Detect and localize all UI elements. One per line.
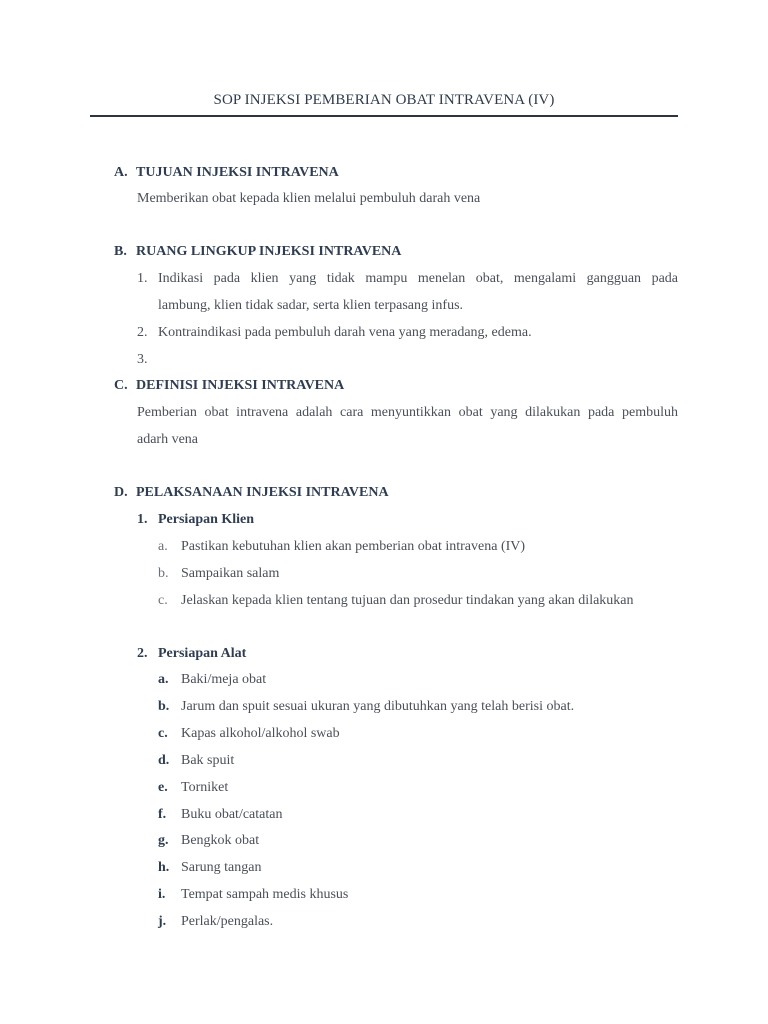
subsection-number: 2.	[137, 646, 148, 661]
item-letter: b.	[158, 699, 170, 714]
list-item	[158, 671, 266, 689]
list-item	[137, 324, 532, 342]
item-number: 1.	[137, 271, 148, 286]
list-item	[158, 779, 228, 797]
list-item	[137, 351, 158, 369]
item-text: Jelaskan kepada klien tentang tujuan dan prosedur tindakan yang akan dilakukan	[181, 593, 634, 608]
item-letter: d.	[158, 753, 170, 768]
section-c-text-continued: adarh vena	[137, 432, 199, 447]
item-letter: c.	[158, 726, 168, 741]
item-letter: i.	[158, 887, 166, 902]
item-text: Baki/meja obat	[181, 672, 267, 687]
item-letter: c.	[158, 593, 168, 608]
list-item	[158, 565, 279, 583]
list-item	[158, 832, 259, 850]
subsection-heading	[137, 645, 246, 663]
item-text: Perlak/pengalas.	[181, 914, 274, 929]
item-text: Kontraindikasi pada pembuluh darah vena yang meradang, edema.	[158, 325, 532, 340]
section-d-heading	[114, 484, 389, 502]
section-title: DEFINISI INJEKSI INTRAVENA	[136, 378, 345, 393]
item-letter: f.	[158, 807, 167, 822]
section-a-heading	[114, 164, 339, 182]
item-text: Indikasi pada klien yang tidak mampu menelan obat, mengalami gangguan pada	[158, 271, 678, 286]
section-letter: B.	[114, 244, 127, 259]
item-letter: h.	[158, 860, 170, 875]
list-item	[158, 752, 234, 770]
item-text: Torniket	[181, 780, 229, 795]
section-c-heading	[114, 377, 344, 395]
section-title: RUANG LINGKUP INJEKSI INTRAVENA	[136, 244, 402, 259]
section-b-heading	[114, 243, 401, 261]
subsection-title: Persiapan Alat	[158, 646, 247, 661]
item-letter: g.	[158, 833, 169, 848]
page-title: SOP INJEKSI PEMBERIAN OBAT INTRAVENA (IV)	[213, 92, 555, 108]
item-text: Buku obat/catatan	[181, 807, 283, 822]
list-item	[158, 538, 525, 556]
item-text-continued: lambung, klien tidak sadar, serta klien terpasang infus.	[158, 298, 464, 313]
section-title: PELAKSANAAN INJEKSI INTRAVENA	[136, 485, 389, 500]
item-letter: b.	[158, 566, 169, 581]
title-divider	[90, 115, 678, 117]
item-letter: a.	[158, 539, 168, 554]
item-text: Sarung tangan	[181, 860, 262, 875]
subsection-heading	[137, 511, 254, 529]
item-letter: a.	[158, 672, 169, 687]
item-letter: j.	[158, 914, 167, 929]
subsection-title: Persiapan Klien	[158, 512, 255, 527]
item-text: Jarum dan spuit sesuai ukuran yang dibutuhkan yang telah berisi obat.	[181, 699, 575, 714]
section-c-text: Pemberian obat intravena adalah cara menyuntikkan obat yang dilakukan pada pembuluh	[137, 405, 678, 420]
section-a-text: Memberikan obat kepada klien melalui pembuluh darah vena	[137, 191, 481, 206]
item-number: 3.	[137, 352, 148, 367]
list-item	[158, 913, 273, 931]
list-item	[158, 698, 574, 716]
list-item	[158, 859, 261, 877]
list-item	[158, 592, 634, 610]
subsection-number: 1.	[137, 512, 148, 527]
list-item	[158, 886, 348, 904]
item-letter: e.	[158, 780, 168, 795]
section-letter: C.	[114, 378, 128, 393]
section-letter: D.	[114, 485, 128, 500]
list-item	[137, 270, 678, 288]
section-title: TUJUAN INJEKSI INTRAVENA	[136, 165, 339, 180]
item-number: 2.	[137, 325, 148, 340]
item-text: Pastikan kebutuhan klien akan pemberian obat intravena (IV)	[181, 539, 526, 554]
list-item	[158, 806, 282, 824]
item-text: Sampaikan salam	[181, 566, 280, 581]
section-letter: A.	[114, 165, 128, 180]
item-text: Tempat sampah medis khusus	[181, 887, 349, 902]
item-text: Bengkok obat	[181, 833, 260, 848]
item-text: Kapas alkohol/alkohol swab	[181, 726, 340, 741]
item-text: Bak spuit	[181, 753, 235, 768]
list-item	[158, 725, 340, 743]
